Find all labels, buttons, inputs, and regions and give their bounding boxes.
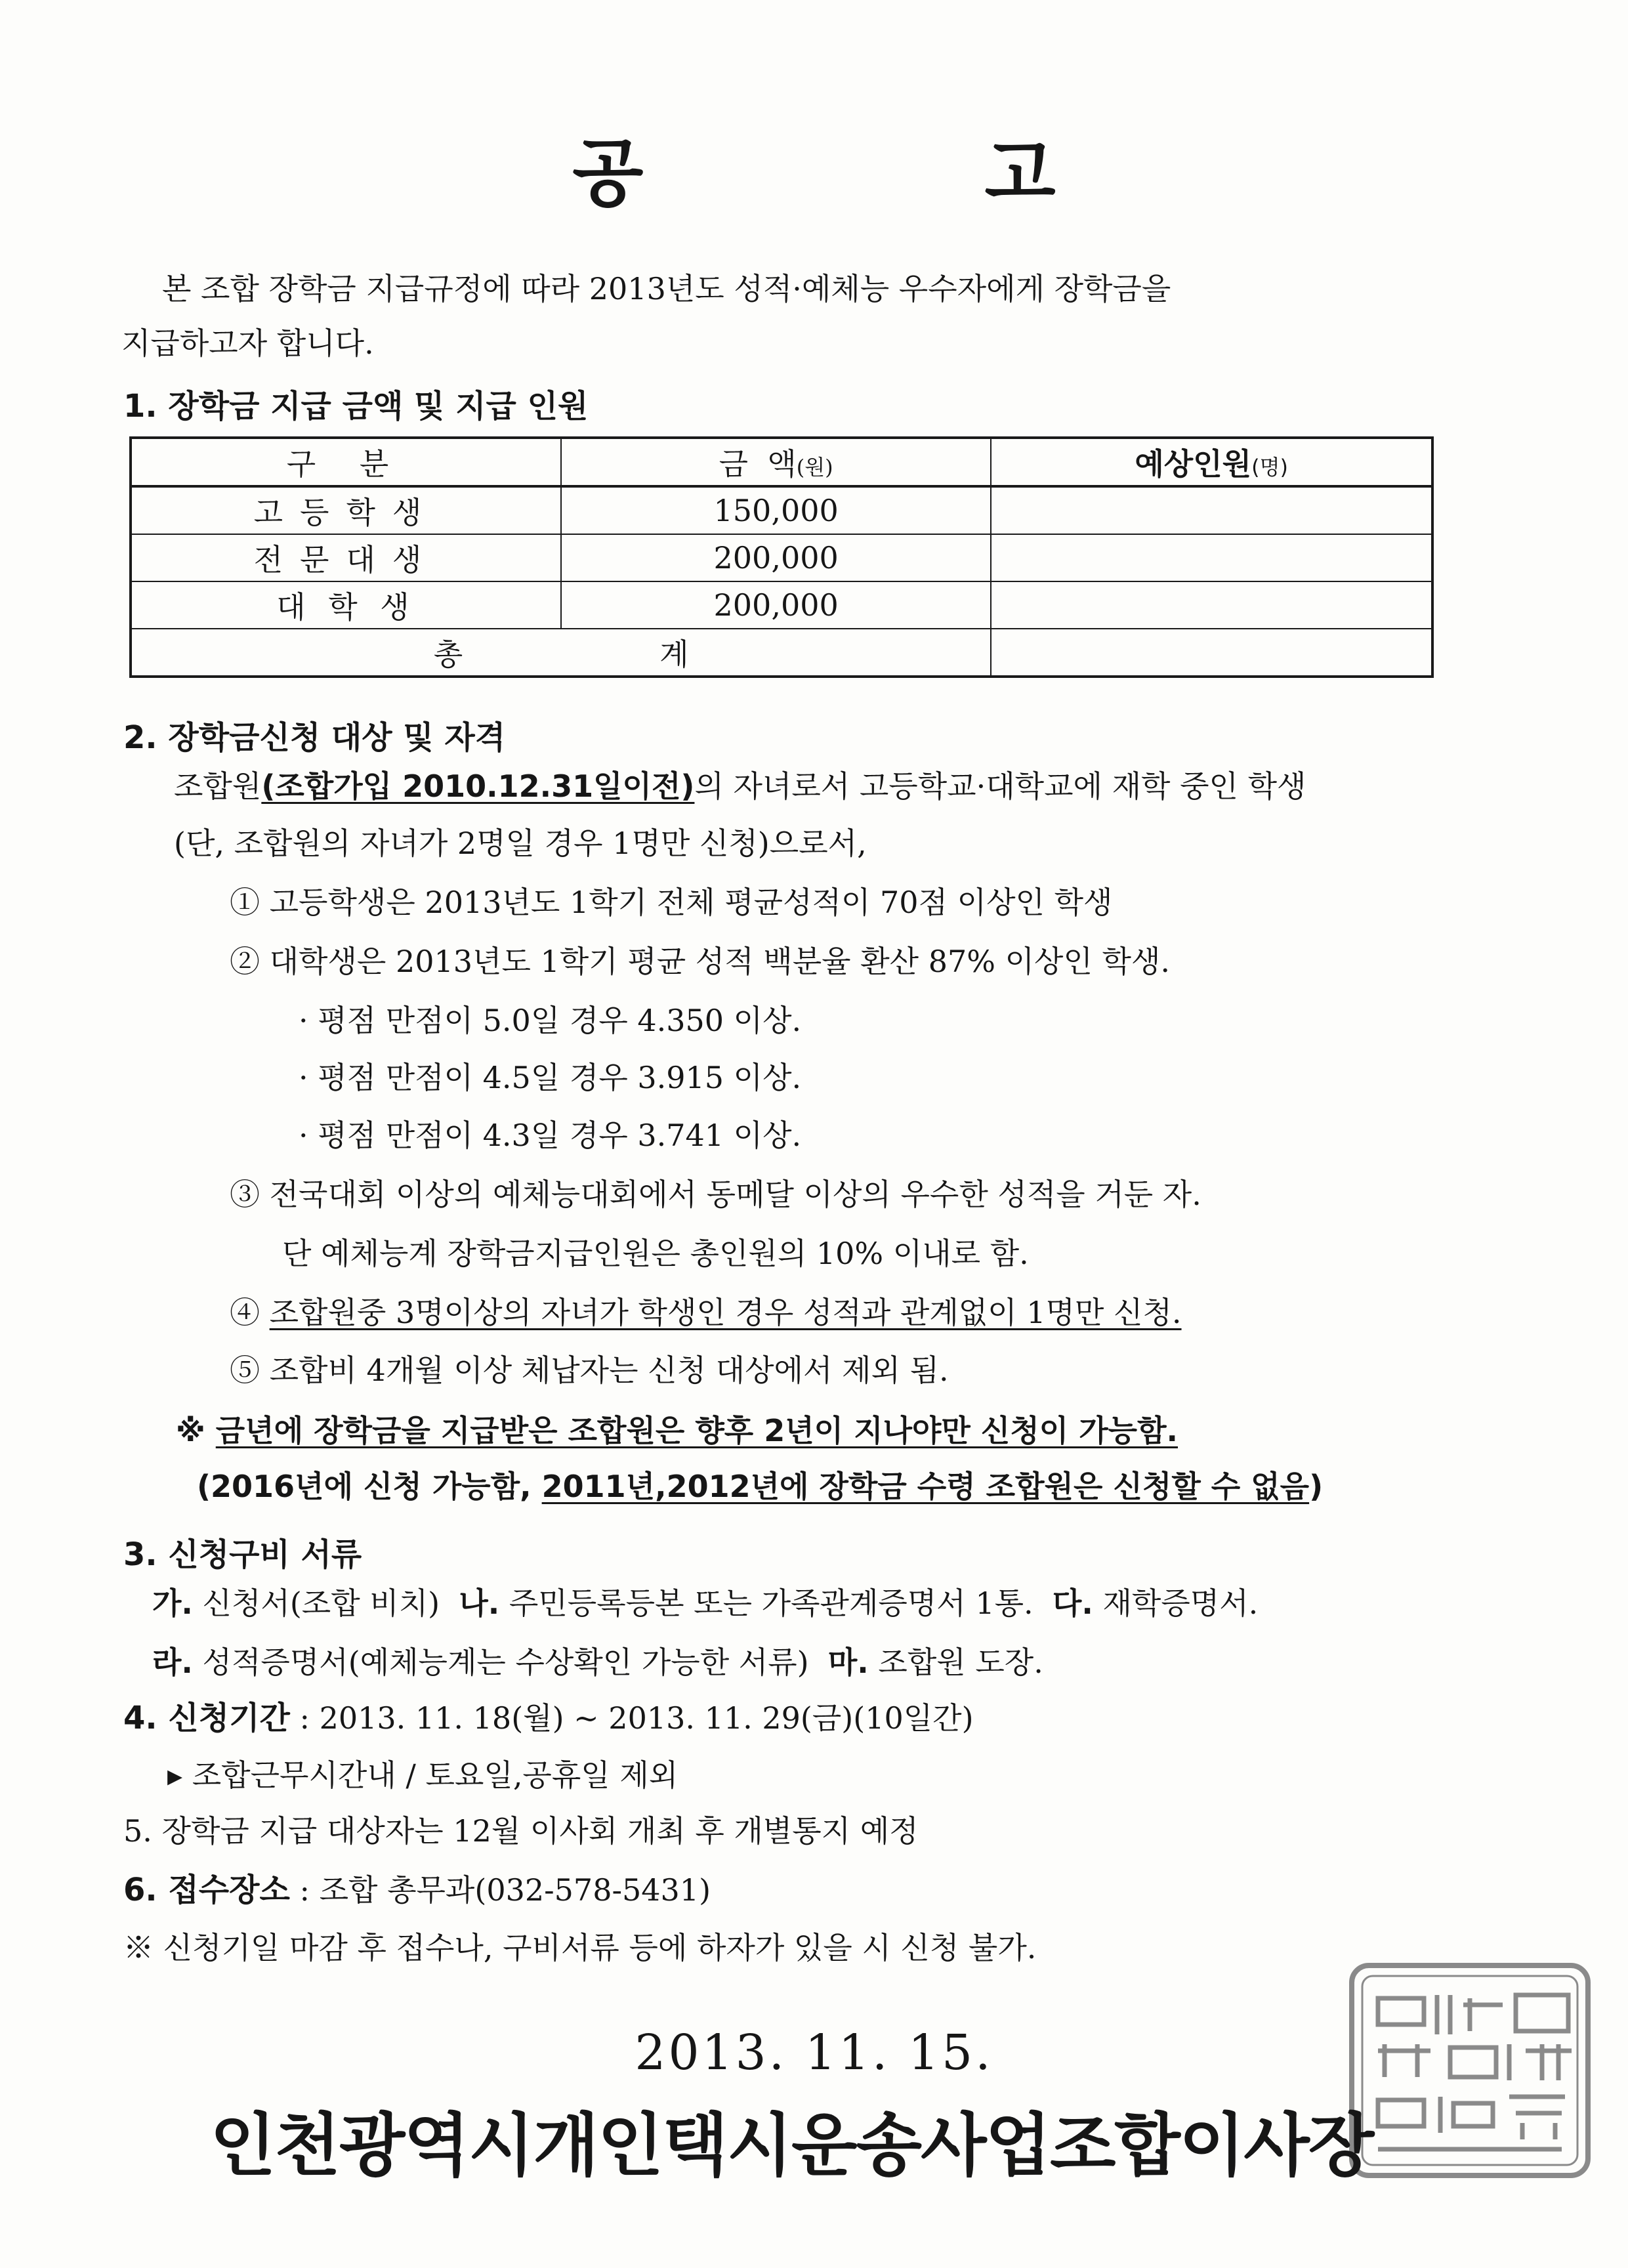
criterion-3-note: 단 예체능계 장학금지급인원은 총인원의 10% 이내로 함. [282, 1236, 1029, 1271]
section-4 [123, 1698, 974, 1738]
doc-ra-marker: 라. [152, 1645, 193, 1680]
restriction-note-2-pre: (2016년에 신청 가능함, [197, 1469, 542, 1504]
eligibility-line-1 [174, 766, 1306, 806]
criterion-4 [230, 1293, 1182, 1332]
total-label-b: 계 [659, 637, 689, 672]
row-category: 대 학 생 [131, 581, 561, 629]
intro-line-2: 지급하고자 합니다. [121, 326, 374, 361]
header-count [991, 438, 1432, 486]
restriction-note-2-post: ) [1309, 1469, 1324, 1504]
application-period: : 2013. 11. 18(월) ~ 2013. 11. 29(금)(10일간) [289, 1700, 974, 1736]
row-amount: 150,000 [561, 486, 991, 534]
row-amount: 200,000 [561, 581, 991, 629]
doc-ga-text: 신청서(조합 비치) [202, 1586, 440, 1621]
gpa-rule-3: · 평점 만점이 4.3일 경우 3.741 이상. [299, 1118, 802, 1153]
eligibility-line-2: (단, 조합원의 자녀가 2명일 경우 1명만 신청)으로서, [174, 826, 867, 861]
notice-date: 2013. 11. 15. [635, 2025, 993, 2081]
restriction-note-2 [197, 1467, 1323, 1506]
restriction-note-1 [176, 1411, 1178, 1450]
gpa-rule-2: · 평점 만점이 4.5일 경우 3.915 이상. [299, 1060, 802, 1095]
doc-ma-marker: 마. [827, 1645, 869, 1680]
row-category: 고등학생 [131, 486, 561, 534]
table-row [131, 581, 1432, 629]
header-amount [561, 438, 991, 486]
row-count [991, 534, 1432, 581]
title-char-1: 공 [572, 131, 644, 217]
header-amount-unit: (원) [796, 455, 833, 480]
restriction-note-2-underlined: 2011년,2012년에 장학금 수령 조합원은 신청할 수 없음 [541, 1469, 1310, 1504]
section-2-heading: 2. 장학금신청 대상 및 자격 [123, 719, 506, 756]
doc-da-marker: 다. [1052, 1586, 1093, 1621]
total-label [131, 629, 991, 677]
row-count [991, 581, 1432, 629]
gpa-rule-1: · 평점 만점이 5.0일 경우 4.350 이상. [299, 1003, 802, 1038]
final-note: ※ 신청기일 마감 후 접수나, 구비서류 등에 하자가 있을 시 신청 불가. [123, 1930, 1037, 1965]
section-4-heading: 4. 신청기간 [123, 1700, 290, 1736]
table-total-row [131, 629, 1432, 677]
notice-title [0, 115, 1628, 220]
table-row [131, 486, 1432, 534]
criterion-1: ① 고등학생은 2013년도 1학기 전체 평균성적이 70점 이상인 학생 [230, 885, 1113, 920]
section-6 [123, 1870, 711, 1910]
section-1-heading: 1. 장학금 지급 금액 및 지급 인원 [123, 388, 589, 425]
doc-da-text: 재학증명서. [1102, 1586, 1259, 1621]
total-label-a: 총 [433, 637, 463, 672]
criterion-2: ② 대학생은 2013년도 1학기 평균 성적 백분율 환산 87% 이상인 학생. [230, 944, 1171, 979]
section-5: 5. 장학금 지급 대상자는 12월 이사회 개최 후 개별통지 예정 [123, 1813, 919, 1849]
row-count [991, 486, 1432, 534]
table-header-row [131, 438, 1432, 486]
criterion-3: ③ 전국대회 이상의 예체능대회에서 동메달 이상의 우수한 성적을 거둔 자. [230, 1177, 1201, 1212]
doc-ga-marker: 가. [152, 1586, 193, 1621]
doc-ma-text: 조합원 도장. [878, 1645, 1043, 1680]
restriction-note-text: 금년에 장학금을 지급받은 조합원은 향후 2년이 지나야만 신청이 가능함. [215, 1413, 1178, 1448]
criterion-4-number: ④ [230, 1295, 260, 1330]
issuer-name: 인천광역시개인택시운송사업조합이사장 [210, 2105, 1373, 2185]
reception-place: : 조합 총무과(032-578-5431) [289, 1872, 711, 1908]
eligibility-pre: 조합원 [174, 768, 262, 804]
eligibility-post: 의 자녀로서 고등학교·대학교에 재학 중인 학생 [694, 768, 1306, 804]
table-row [131, 534, 1432, 581]
scholarship-amount-table [129, 436, 1434, 678]
application-hours-note: ▸ 조합근무시간내 / 토요일,공휴일 제외 [167, 1757, 678, 1793]
header-amount-label: 금 액 [719, 446, 797, 482]
doc-na-text: 주민등록등본 또는 가족관계증명서 1통. [509, 1586, 1033, 1621]
doc-na-marker: 나. [459, 1586, 500, 1621]
header-count-label: 예상인원 [1135, 446, 1252, 482]
header-count-unit: (명) [1251, 455, 1288, 480]
row-category: 전문대생 [131, 534, 561, 581]
criterion-5: ⑤ 조합비 4개월 이상 체납자는 신청 대상에서 제외 됨. [230, 1353, 949, 1388]
section-3-heading: 3. 신청구비 서류 [123, 1536, 362, 1573]
header-category: 구 분 [131, 438, 561, 486]
note-mark: ※ [176, 1413, 205, 1448]
row-amount: 200,000 [561, 534, 991, 581]
documents-line-1 [152, 1584, 1258, 1623]
eligibility-join-date: (조합가입 2010.12.31일이전) [261, 768, 695, 804]
criterion-4-text: 조합원중 3명이상의 자녀가 학생인 경우 성적과 관계없이 1명만 신청. [269, 1295, 1182, 1330]
total-count [991, 629, 1432, 677]
section-6-heading: 6. 접수장소 [123, 1872, 290, 1908]
documents-line-2 [152, 1643, 1043, 1682]
title-char-2: 고 [984, 131, 1056, 217]
doc-ra-text: 성적증명서(예체능계는 수상확인 가능한 서류) [202, 1645, 809, 1680]
intro-line-1: 본 조합 장학금 지급규정에 따라 2013년도 성적·예체능 우수자에게 장학금을 [162, 271, 1171, 306]
